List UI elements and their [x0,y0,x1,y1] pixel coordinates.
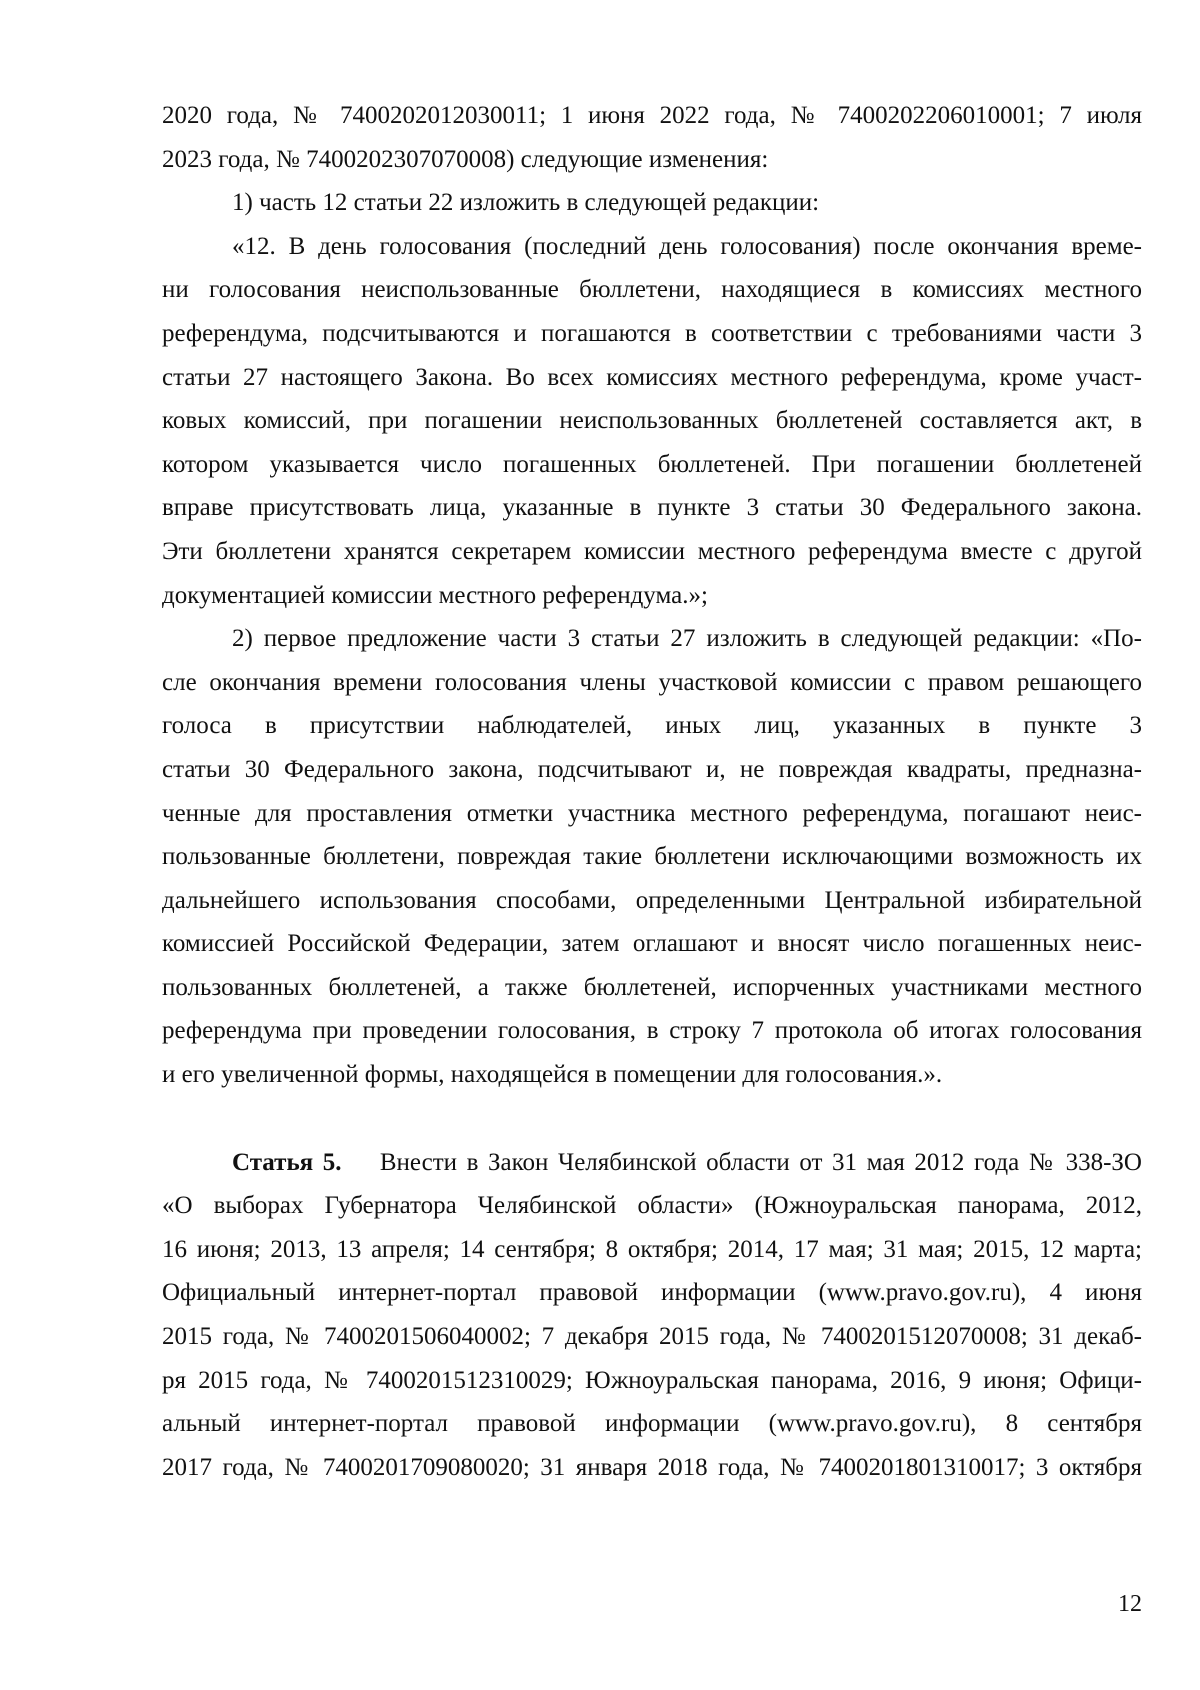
text-line: статьи 27 настоящего Закона. Во всех комиссиях местного референдума, кроме участ- [162,363,1142,391]
text-line: альный интернет-портал правовой информации (www.pravo.gov.ru), 8 сентября [162,1410,1142,1438]
text-line: сле окончания времени голосования члены участковой комиссии с правом решающего [162,668,1142,696]
text-line: 16 июня; 2013, 13 апреля; 14 сентября; 8 октября; 2014, 17 мая; 31 мая; 2015, 12 марта; [162,1235,1142,1263]
text-line: котором указывается число погашенных бюллетеней. При погашении бюллетеней [162,450,1142,478]
text-line: 2015 года, № 7400201506040002; 7 декабря 2015 года, № 7400201512070008; 31 декаб- [162,1323,1142,1351]
text-line: Официальный интернет-портал правовой информации (www.pravo.gov.ru), 4 июня [162,1279,1142,1307]
text-line: статьи 30 Федерального закона, подсчитывают и, не повреждая квадраты, предназна- [162,755,1142,783]
text-line: 2020 года, № 7400202012030011; 1 июня 2022 года, № 7400202206010001; 7 июля [162,102,1142,129]
page-number: 12 [1118,1591,1142,1617]
part-12-paragraph [162,225,1142,617]
text-line: ченные для проставления отметки участника местного референдума, погашают неис- [162,799,1142,827]
text-line: ковых комиссий, при погашении неиспользованных бюллетеней составляется акт, в [162,407,1142,435]
text-line: ря 2015 года, № 7400201512310029; Южноуральская панорама, 2016, 9 июня; Офици- [162,1366,1142,1394]
text-line: 2023 года, № 7400202307070008) следующие изменения: [162,145,769,173]
continuation-paragraph [162,94,1142,181]
text-line: вправе присутствовать лица, указанные в пункте 3 статьи 30 Федерального закона. [162,494,1142,522]
text-line [162,1141,1142,1185]
text-line: дальнейшего использования способами, определенными Центральной избирательной [162,886,1142,914]
text-line: 1) часть 12 статьи 22 изложить в следующей редакции: [232,189,820,217]
text-line: голоса в присутствии наблюдателей, иных лиц, указанных в пункте 3 [162,712,1142,740]
text-line: референдума, подсчитываются и погашаются в соответствии с требованиями части 3 [162,319,1142,347]
item-1-paragraph [162,181,1142,225]
text-line: пользованные бюллетени, повреждая такие бюллетени исключающими возможность их [162,843,1142,871]
text-line: «12. В день голосования (последний день голосования) после окончания време- [232,232,1142,260]
text-line: пользованных бюллетеней, а также бюллетеней, испорченных участниками местного [162,973,1142,1001]
text-line: ни голосования неиспользованные бюллетени, находящиеся в комиссиях местного [162,276,1142,304]
text-line: «О выборах Губернатора Челябинской области» (Южноуральская панорама, 2012, [162,1192,1142,1220]
text-line: 2017 года, № 7400201709080020; 31 января 2018 года, № 7400201801310017; 3 октября [162,1453,1142,1481]
paragraph-gap [162,1097,1142,1141]
document-body [162,94,1142,1489]
text-line: документацией комиссии местного референдума.»; [162,581,708,609]
article-5-first-line: Внести в Закон Челябинской области от 31 мая 2012 года № 338-ЗО [379,1148,1142,1176]
text-line: комиссией Российской Федерации, затем оглашают и вносят число погашенных неис- [162,930,1142,958]
text-line: и его увеличенной формы, находящейся в помещении для голосования.». [162,1061,943,1089]
item-2-paragraph [162,617,1142,1097]
text-line: референдума при проведении голосования, в строку 7 протокола об итогах голосования [162,1017,1142,1045]
text-line: 2) первое предложение части 3 статьи 27 изложить в следующей редакции: «По- [232,625,1142,653]
text-line: Эти бюллетени хранятся секретарем комиссии местного референдума вместе с другой [162,537,1142,565]
article-5-paragraph [162,1141,1142,1490]
article-heading: Статья 5. [232,1148,342,1176]
